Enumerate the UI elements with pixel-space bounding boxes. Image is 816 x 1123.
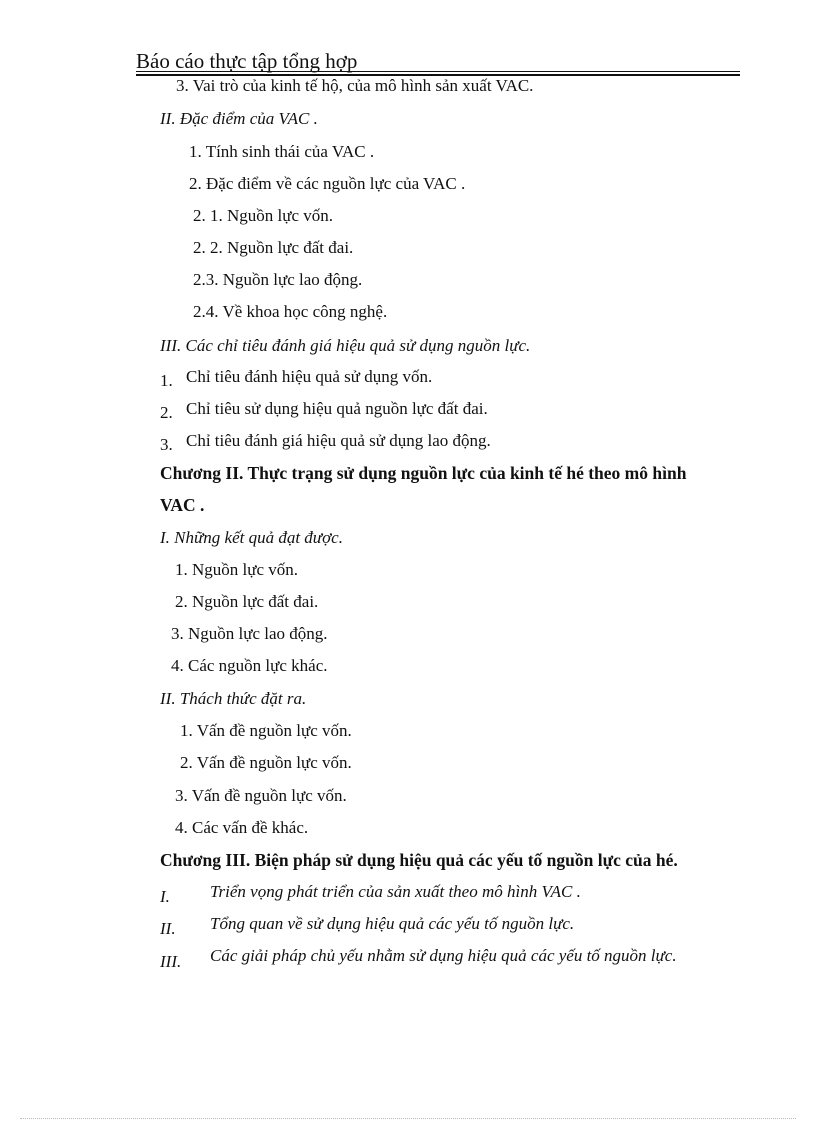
chapter-heading: Chương II. Thực trạng sử dụng nguồn lực của kinh tế hé theo mô hình [160,463,687,483]
toc-line: 3. Vấn đề nguồn lực vốn. [175,786,347,805]
toc-line: Chỉ tiêu đánh giá hiệu quả sử dụng lao động. [186,431,491,450]
list-number: I. [160,887,170,906]
toc-section-heading: Triển vọng phát triển của sản xuất theo mô hình VAC . [210,882,581,901]
toc-line: 2.3. Nguồn lực lao động. [193,270,363,289]
toc-line: 4. Các nguồn lực khác. [171,656,328,675]
list-number: 2. [160,403,173,422]
toc-line: Chỉ tiêu đánh hiệu quả sử dụng vốn. [186,367,433,386]
toc-line: 2.4. Về khoa học công nghệ. [193,302,388,321]
list-number: II. [160,919,176,938]
list-number: 1. [160,371,173,390]
toc-line: 3. Nguồn lực lao động. [171,624,328,643]
list-number: III. [160,952,182,971]
toc-line: 2. 1. Nguồn lực vốn. [193,206,334,225]
toc-line: 3. Vai trò của kinh tế hộ, của mô hình sản xuất VAC. [176,76,534,95]
toc-section-heading: II. Đặc điểm của VAC . [160,109,318,128]
toc-line: 2. Đặc điểm về các nguồn lực của VAC . [189,174,466,193]
toc-line: 1. Tính sinh thái của VAC . [189,142,375,161]
toc-line: 1. Nguồn lực vốn. [175,560,299,579]
toc-section-heading: I. Những kết quả đạt được. [160,528,343,547]
toc-line: 2. Vấn đề nguồn lực vốn. [180,753,352,772]
header-rule-thin [136,71,740,72]
toc-section-heading: III. Các chỉ tiêu đánh giá hiệu quả sử dụng nguồn lực. [160,336,531,355]
chapter-heading: Chương III. Biện pháp sử dụng hiệu quả các yếu tố nguồn lực của hé. [160,850,678,870]
toc-section-heading: Tổng quan về sử dụng hiệu quả các yếu tố nguồn lực. [210,914,575,933]
toc-line: 4. Các vấn đề khác. [175,818,309,837]
toc-section-heading: II. Thách thức đặt ra. [160,689,307,708]
toc-line: Chỉ tiêu sử dụng hiệu quả nguồn lực đất đai. [186,399,488,418]
chapter-heading-continued: VAC . [160,495,205,515]
toc-line: 1. Vấn đề nguồn lực vốn. [180,721,352,740]
list-number: 3. [160,435,173,454]
toc-line: 2. 2. Nguồn lực đất đai. [193,238,354,257]
running-header-title: Báo cáo thực tập tổng hợp [136,49,358,73]
page-bottom-divider [20,1118,796,1119]
toc-line: 2. Nguồn lực đất đai. [175,592,319,611]
toc-section-heading: Các giải pháp chủ yếu nhằm sử dụng hiệu quả các yếu tố nguồn lực. [210,946,677,965]
